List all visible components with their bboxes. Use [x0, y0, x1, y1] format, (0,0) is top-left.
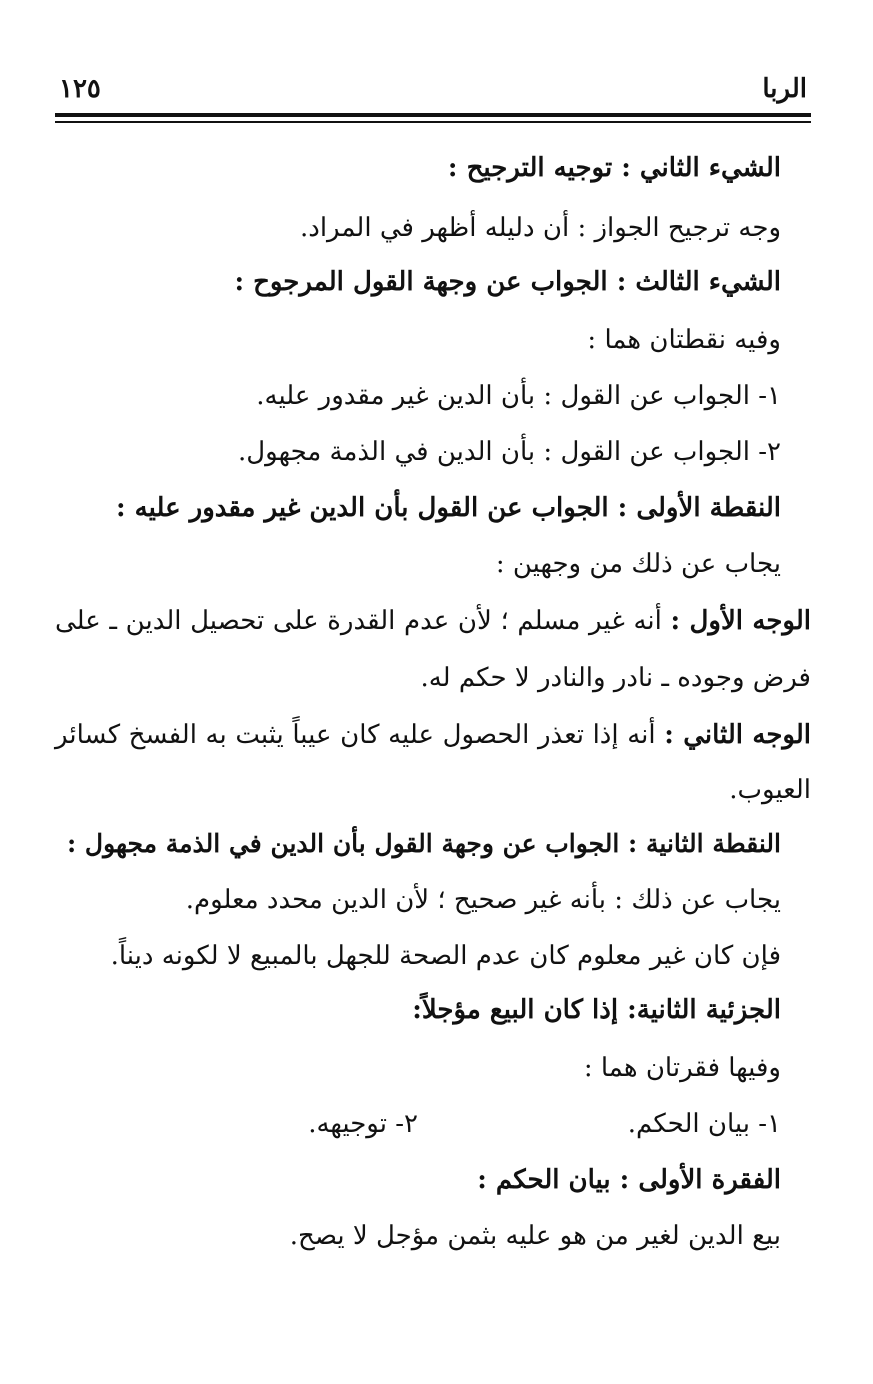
section-heading: الفقرة الأولى : بيان الحكم :	[477, 1165, 781, 1195]
page-header	[55, 72, 811, 112]
section-heading: النقطة الأولى : الجواب عن القول بأن الدين غير مقدور عليه :	[116, 493, 781, 523]
paragraph-line: العيوب.	[729, 775, 811, 805]
page-number: ١٢٥	[59, 74, 101, 104]
list-item: ٢- الجواب عن القول : بأن الدين في الذمة مجهول.	[238, 437, 781, 467]
paragraph-line	[55, 717, 811, 753]
paragraph-line: وفيه نقطتان هما :	[587, 325, 781, 355]
section-heading: الشيء الثالث : الجواب عن وجهة القول المرجوح :	[234, 267, 781, 297]
paragraph-line: فرض وجوده ـ نادر والنادر لا حكم له.	[420, 663, 811, 693]
list-item: ٢- توجيهه.	[308, 1109, 418, 1139]
inline-text: أنه إذا تعذر الحصول عليه كان عيباً يثبت به الفسخ كسائر	[55, 720, 656, 750]
paragraph-line	[55, 603, 811, 639]
inline-text: أنه غير مسلم ؛ لأن عدم القدرة على تحصيل الدين ـ على	[55, 606, 662, 636]
header-rule-thick	[55, 113, 811, 117]
list-item: ١- بيان الحكم.	[627, 1109, 781, 1139]
paragraph-line: وفيها فقرتان هما :	[583, 1053, 781, 1083]
paragraph-line: يجاب عن ذلك من وجهين :	[495, 549, 781, 579]
paragraph-line: وجه ترجيح الجواز : أن دليله أظهر في المراد.	[299, 213, 781, 243]
section-heading: النقطة الثانية : الجواب عن وجهة القول بأن الدين في الذمة مجهول :	[67, 829, 781, 858]
paragraph-line: بيع الدين لغير من هو عليه بثمن مؤجل لا يصح.	[289, 1221, 781, 1251]
section-heading: الجزئية الثانية: إذا كان البيع مؤجلاً:	[412, 995, 781, 1025]
paragraph-line: فإن كان غير معلوم كان عدم الصحة للجهل بالمبيع لا لكونه ديناً.	[110, 941, 781, 971]
paragraph-line: يجاب عن ذلك : بأنه غير صحيح ؛ لأن الدين محدد معلوم.	[185, 885, 781, 915]
section-heading: الشيء الثاني : توجيه الترجيح :	[447, 153, 781, 183]
running-title: الربا	[762, 74, 807, 104]
inline-heading: الوجه الأول :	[670, 606, 812, 636]
inline-heading: الوجه الثاني :	[664, 720, 811, 750]
header-rule-thin	[55, 121, 811, 123]
list-item: ١- الجواب عن القول : بأن الدين غير مقدور عليه.	[256, 381, 781, 411]
